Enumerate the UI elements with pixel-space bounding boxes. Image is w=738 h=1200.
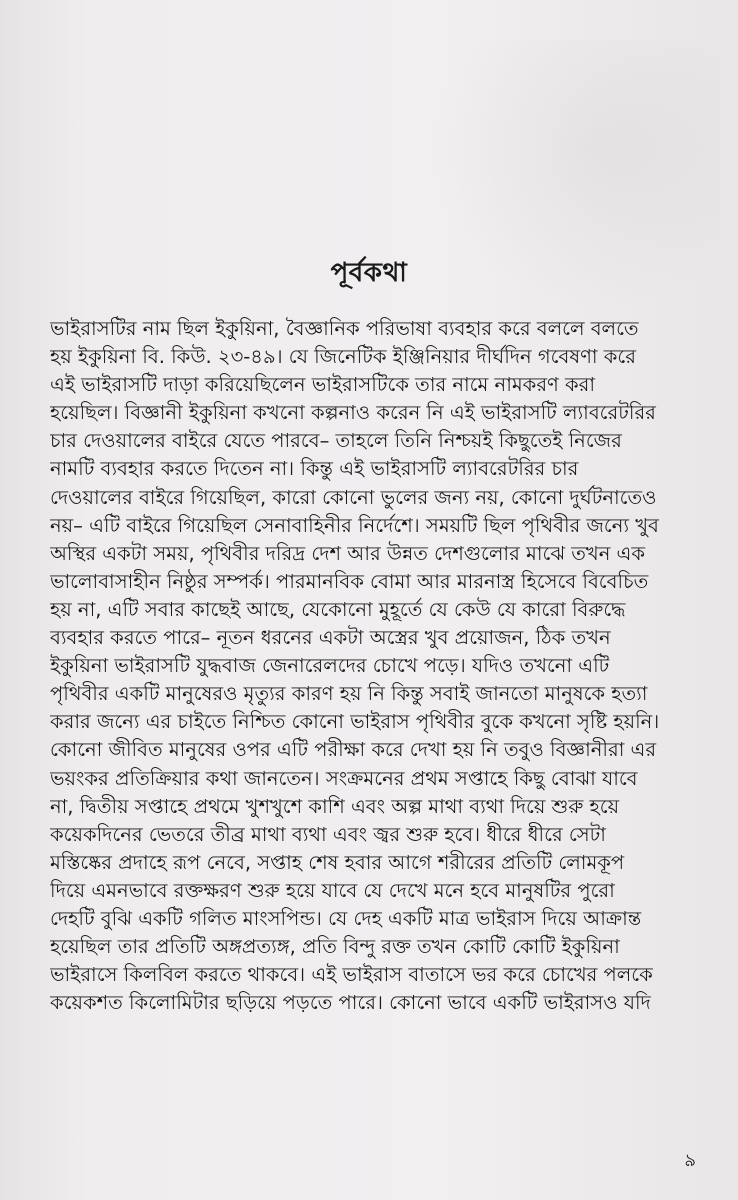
text-line: ভাইরাসে কিলবিল করতে থাকবে। এই ভাইরাস বাতাসে ভর করে চোখের পলকে — [50, 963, 653, 987]
text-line: হয়েছিল তার প্রতিটি অঙ্গপ্রত্যঙ্গ, প্রতি বিন্দু রক্ত তখন কোটি কোটি ইকুয়িনা — [50, 935, 620, 959]
text-line: অস্থির একটা সময়, পৃথিবীর দরিদ্র দেশ আর উন্নত দেশগুলোর মাঝে তখন এক — [50, 541, 646, 565]
text-line: পৃথিবীর একটি মানুষেরও মৃত্যুর কারণ হয় নি কিন্তু সবাই জানতো মানুষকে হত্যা — [50, 682, 648, 706]
text-line: কয়েকশত কিলোমিটার ছড়িয়ে পড়তে পারে। কোনো ভাবে একটি ভাইরাসও যদি — [50, 991, 651, 1015]
text-line: ইকুয়িনা ভাইরাসটি যুদ্ধবাজ জেনারেলদের চোখে পড়ে। যদিও তখনো এটি — [50, 654, 610, 678]
text-line: দেহটি বুঝি একটি গলিত মাংসপিন্ড। যে দেহ একটি মাত্র ভাইরাস দিয়ে আক্রান্ত — [50, 906, 642, 930]
text-line: করার জন্যে এর চাইতে নিশ্চিত কোনো ভাইরাস পৃথিবীর বুকে কখনো সৃষ্টি হয়নি। — [50, 710, 660, 734]
text-line: নামটি ব্যবহার করতে দিতেন না। কিন্তু এই ভাইরাসটি ল্যাবরেটরির চার — [50, 457, 579, 481]
text-line: মস্তিষ্কের প্রদাহে রূপ নেবে, সপ্তাহ শেষ হবার আগে শরীরের প্রতিটি লোমকূপ — [50, 850, 625, 874]
text-line: ভালোবাসাহীন নিষ্ঠুর সম্পর্ক। পারমানবিক বোমা আর মারনাস্ত্র হিসেবে বিবেচিত — [50, 569, 649, 593]
text-line: ভয়ংকর প্রতিক্রিয়ার কথা জানতেন। সংক্রমনের প্রথম সপ্তাহে কিছু বোঝা যাবে — [50, 766, 638, 790]
text-line: হয় না, এটি সবার কাছেই আছে, যেকোনো মুহূর্তে যে কেউ যে কারো বিরুদ্ধে — [50, 597, 626, 621]
text-line: হয়েছিল। বিজ্ঞানী ইকুয়িনা কখনো কল্পনাও করেন নি এই ভাইরাসটি ল্যাবরেটরির — [50, 401, 656, 425]
text-line: এই ভাইরাসটি দাড়া করিয়েছিলেন ভাইরাসটিকে তার নামে নামকরণ করা — [50, 373, 596, 397]
text-line: কোনো জীবিত মানুষের ওপর এটি পরীক্ষা করে দেখা হয় নি তবুও বিজ্ঞানীরা এর — [50, 738, 657, 762]
text-line: না, দ্বিতীয় সপ্তাহে প্রথমে খুশখুশে কাশি এবং অল্প মাথা ব্যথা দিয়ে শুরু হয়ে — [50, 794, 620, 818]
text-line: চার দেওয়ালের বাইরে যেতে পারবে– তাহলে তিনি নিশ্চয়ই কিছুতেই নিজের — [50, 429, 622, 453]
text-line: হয় ইকুয়িনা বি. কিউ. ২৩-৪৯। যে জিনেটিক ইঞ্জিনিয়ার দীর্ঘদিন গবেষণা করে — [50, 345, 636, 369]
page-number: ৯ — [684, 1150, 696, 1171]
text-line: দিয়ে এমনভাবে রক্তক্ষরণ শুরু হয়ে যাবে যে দেখে মনে হবে মানুষটির পুরো — [50, 878, 615, 902]
text-line: ভাইরাসটির নাম ছিল ইকুয়িনা, বৈজ্ঞানিক পরিভাষা ব্যবহার করে বললে বলতে — [50, 317, 639, 340]
text-line: দেওয়ালের বাইরে গিয়েছিল, কারো কোনো ভুলের জন্য নয়, কোনো দুর্ঘটনাতেও — [50, 485, 657, 509]
body-text — [50, 315, 710, 1017]
text-line: নয়– এটি বাইরে গিয়েছিল সেনাবাহিনীর নির্দেশে। সময়টি ছিল পৃথিবীর জন্যে খুব — [50, 513, 659, 537]
chapter-heading: পূর্বকথা — [330, 258, 408, 288]
text-line: ব্যবহার করতে পারে– নূতন ধরনের একটা অস্ত্রের খুব প্রয়োজন, ঠিক তখন — [50, 626, 611, 650]
text-line: কয়েকদিনের ভেতরে তীব্র মাথা ব্যথা এবং জ্বর শুরু হবে। ধীরে ধীরে সেটা — [50, 822, 606, 846]
